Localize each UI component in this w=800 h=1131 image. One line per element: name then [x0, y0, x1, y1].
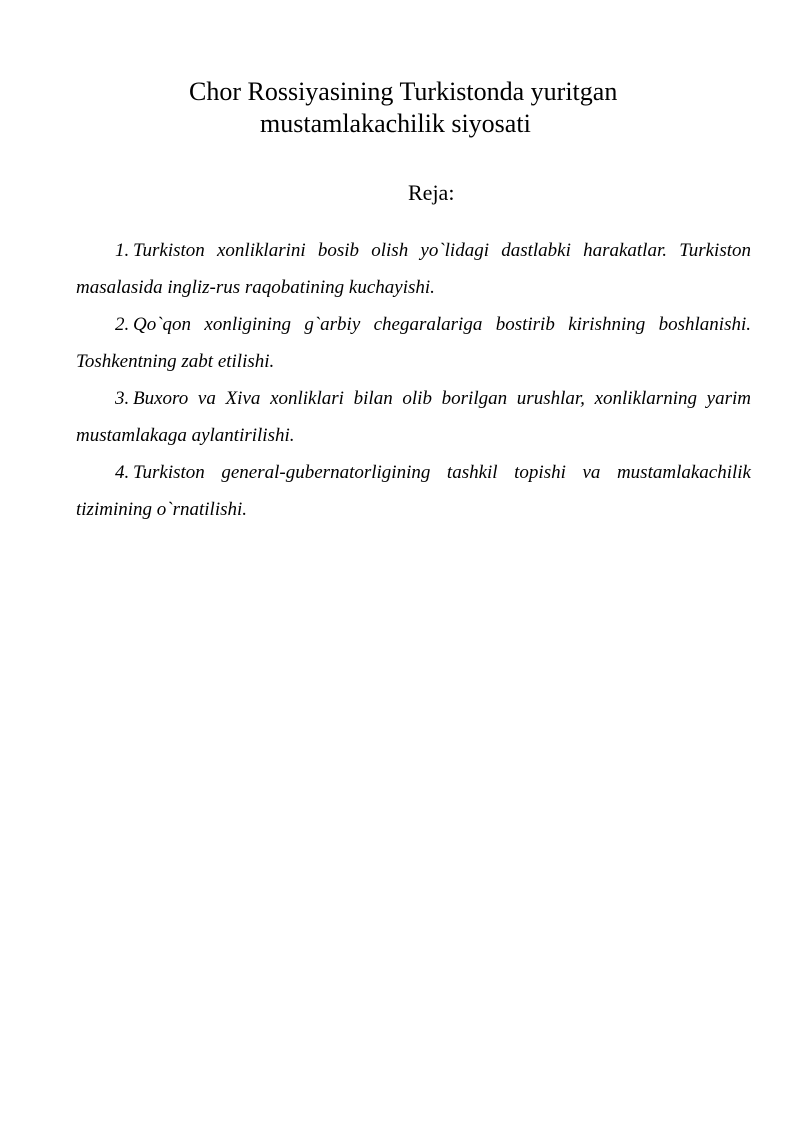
plan-item-number: 2.	[115, 314, 130, 335]
plan-item-number: 3.	[115, 388, 130, 409]
plan-list	[76, 232, 751, 528]
plan-item-1	[76, 232, 751, 306]
plan-item-text: Qo`qon xonligining g`arbiy chegaralariga bostirib kirishning boshlanishi. Toshkentning zabt etilishi.	[76, 314, 751, 372]
plan-item-text: Turkiston general-gubernatorligining tashkil topishi va mustamlakachilik tizimining o`rnatilishi.	[76, 462, 751, 520]
title-line-1: Chor Rossiyasining Turkistonda yuritgan	[189, 77, 618, 106]
plan-item-number: 4.	[115, 462, 130, 483]
plan-item-text: Turkiston xonliklarini bosib olish yo`lidagi dastlabki harakatlar. Turkiston masalasida ingliz-rus raqobatining kuchayishi.	[76, 240, 751, 298]
plan-item-4	[76, 454, 751, 528]
document-title	[0, 76, 800, 140]
title-line-2: mustamlakachilik siyosati	[260, 109, 531, 138]
plan-heading: Reja:	[408, 180, 455, 205]
plan-item-number: 1.	[115, 240, 130, 261]
plan-item-2	[76, 306, 751, 380]
plan-item-3	[76, 380, 751, 454]
plan-item-text: Buxoro va Xiva xonliklari bilan olib borilgan urushlar, xonliklarning yarim mustamlakaga aylantirilishi.	[76, 388, 751, 446]
